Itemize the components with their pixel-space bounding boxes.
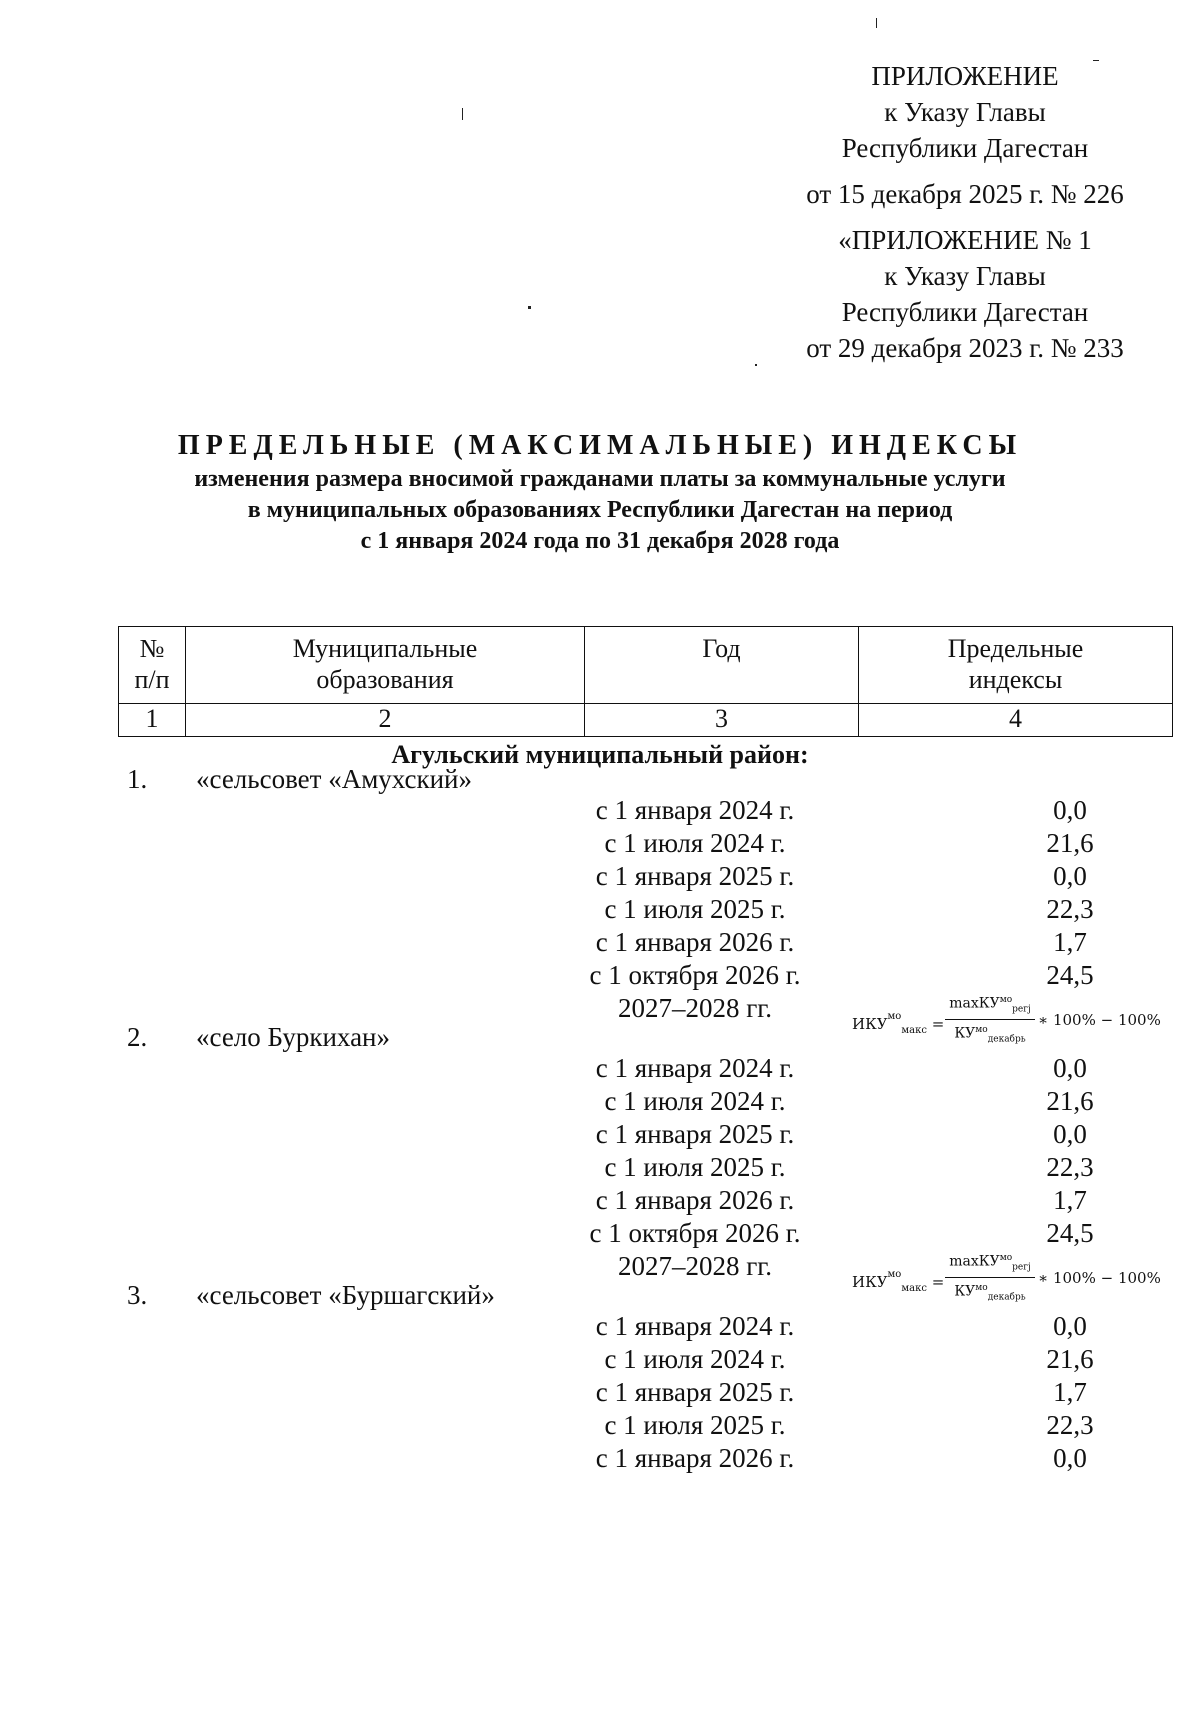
appendix-decree: к Указу Главы — [884, 97, 1046, 127]
header-cell-number — [119, 627, 186, 704]
entry-number: 3. — [127, 1280, 148, 1310]
original-appendix-decree: к Указу Главы — [884, 261, 1046, 291]
period-label: с 1 января 2025 г. — [595, 1377, 795, 1407]
municipality-name: «село Буркихан» — [196, 1022, 390, 1052]
period-label: 2027–2028 гг. — [617, 1251, 773, 1281]
appendix-republic: Республики Дагестан — [841, 133, 1089, 163]
index-value: 1,7 — [1053, 927, 1087, 957]
scan-speck — [462, 108, 463, 120]
header-number-line1: № — [139, 634, 165, 663]
title-sub-3: с 1 января 2024 года по 31 декабря 2028 года — [360, 528, 840, 554]
index-value: 0,0 — [1053, 1443, 1087, 1473]
index-value: 21,6 — [1046, 828, 1094, 858]
period-label: 2027–2028 гг. — [617, 993, 773, 1023]
formula-denominator: $КУ^{мо}_{декабрь}$ — [954, 1283, 1026, 1303]
formula-numerator: maxКУ$^{мо}_{регj}$ — [945, 990, 1035, 1020]
title-sub-2: в муниципальных образованиях Республики Дагестан на период — [247, 497, 953, 523]
entry-number: 2. — [127, 1022, 148, 1052]
original-appendix-date: от 29 декабря 2023 г. № 233 — [806, 333, 1124, 363]
index-row — [560, 1184, 1180, 1217]
index-value: 0,0 — [1053, 795, 1087, 825]
district-heading: Агульский муниципальный район: — [391, 740, 809, 769]
index-formula — [852, 990, 1192, 1045]
appendix-date: от 15 декабря 2025 г. № 226 — [806, 179, 1124, 209]
period-label: с 1 июля 2025 г. — [604, 894, 786, 924]
index-value: 0,0 — [1053, 1311, 1087, 1341]
document-title — [0, 428, 1200, 557]
index-row — [560, 893, 1180, 926]
period-label: с 1 января 2025 г. — [595, 1119, 795, 1149]
index-row — [560, 1442, 1180, 1475]
original-appendix-header — [760, 222, 1170, 366]
period-label: с 1 июля 2024 г. — [604, 1086, 786, 1116]
municipality-name: «сельсовет «Буршагский» — [196, 1280, 495, 1310]
title-main: ПРЕДЕЛЬНЫЕ (МАКСИМАЛЬНЫЕ) ИНДЕКСЫ — [177, 430, 1023, 461]
index-row — [560, 1409, 1180, 1442]
column-number-2: 2 — [186, 704, 585, 737]
index-row — [560, 992, 1180, 1045]
header-cell-indices — [859, 627, 1173, 704]
formula-denominator: $КУ^{мо}_{декабрь}$ — [954, 1025, 1026, 1045]
table-header-row — [119, 627, 1173, 704]
column-number-3: 3 — [585, 704, 859, 737]
header-cell-municipality — [186, 627, 585, 704]
original-appendix-title: «ПРИЛОЖЕНИЕ № 1 — [838, 225, 1092, 255]
period-label: с 1 января 2024 г. — [595, 795, 795, 825]
index-value: 21,6 — [1046, 1344, 1094, 1374]
scan-speck — [755, 364, 757, 366]
period-label: с 1 июля 2024 г. — [604, 828, 786, 858]
header-municipality-line1: Муниципальные — [292, 634, 478, 663]
period-label: с 1 января 2026 г. — [595, 927, 795, 957]
index-rows — [560, 794, 1180, 1045]
index-formula — [852, 1248, 1192, 1303]
period-label: с 1 июля 2025 г. — [604, 1152, 786, 1182]
index-row — [560, 1217, 1180, 1250]
formula-fraction — [945, 990, 1035, 1050]
index-row — [560, 1151, 1180, 1184]
index-value: 24,5 — [1046, 1218, 1094, 1248]
period-label: с 1 июля 2024 г. — [604, 1344, 786, 1374]
header-municipality-line2: образования — [316, 665, 454, 694]
header-indices-line1: Предельные — [947, 634, 1084, 663]
formula-lhs: $ИКУ^{мо}_{макс}$ = — [852, 1011, 945, 1036]
formula-numerator: maxКУ$^{мо}_{регj}$ — [945, 1248, 1035, 1278]
appendix-title: ПРИЛОЖЕНИЕ — [871, 61, 1059, 91]
table-column-numbers-row — [119, 704, 1173, 737]
formula-fraction — [945, 1248, 1035, 1308]
municipality-name: «сельсовет «Амухский» — [196, 764, 472, 794]
index-row — [560, 1052, 1180, 1085]
index-row — [560, 827, 1180, 860]
scan-speck — [876, 18, 877, 28]
header-cell-year: Год — [585, 627, 859, 704]
period-label: с 1 июля 2025 г. — [604, 1410, 786, 1440]
entry-number: 1. — [127, 764, 148, 794]
index-row — [560, 926, 1180, 959]
index-value: 22,3 — [1046, 1152, 1094, 1182]
formula-rhs: ∗ 100% − 100% — [1038, 1011, 1161, 1029]
index-row — [560, 959, 1180, 992]
title-sub-1: изменения размера вносимой гражданами платы за коммунальные услуги — [194, 466, 1006, 492]
scan-speck — [528, 306, 531, 309]
index-row — [560, 1343, 1180, 1376]
index-table-header — [118, 626, 1173, 737]
column-number-4: 4 — [859, 704, 1173, 737]
header-number-line2: п/п — [134, 665, 170, 694]
index-row — [560, 1085, 1180, 1118]
period-label: с 1 января 2025 г. — [595, 861, 795, 891]
index-value: 22,3 — [1046, 894, 1094, 924]
index-value: 24,5 — [1046, 960, 1094, 990]
index-value: 21,6 — [1046, 1086, 1094, 1116]
index-row — [560, 1310, 1180, 1343]
period-label: с 1 января 2026 г. — [595, 1443, 795, 1473]
period-label: с 1 января 2024 г. — [595, 1053, 795, 1083]
original-appendix-republic: Республики Дагестан — [841, 297, 1089, 327]
period-label: с 1 октября 2026 г. — [589, 960, 801, 990]
index-value: 1,7 — [1053, 1185, 1087, 1215]
index-rows — [560, 1052, 1180, 1303]
period-label: с 1 января 2026 г. — [595, 1185, 795, 1215]
column-number-1: 1 — [119, 704, 186, 737]
period-label: с 1 января 2024 г. — [595, 1311, 795, 1341]
index-value: 1,7 — [1053, 1377, 1087, 1407]
index-row — [560, 794, 1180, 827]
index-value: 0,0 — [1053, 861, 1087, 891]
index-row — [560, 1118, 1180, 1151]
index-value: 22,3 — [1046, 1410, 1094, 1440]
index-rows — [560, 1310, 1180, 1475]
appendix-header — [760, 58, 1170, 212]
formula-rhs: ∗ 100% − 100% — [1038, 1269, 1161, 1287]
index-value: 0,0 — [1053, 1119, 1087, 1149]
index-row — [560, 1250, 1180, 1303]
header-indices-line2: индексы — [968, 665, 1063, 694]
period-label: с 1 октября 2026 г. — [589, 1218, 801, 1248]
index-value: 0,0 — [1053, 1053, 1087, 1083]
index-row — [560, 860, 1180, 893]
formula-lhs: $ИКУ^{мо}_{макс}$ = — [852, 1269, 945, 1294]
scan-speck — [1093, 60, 1099, 61]
index-row — [560, 1376, 1180, 1409]
